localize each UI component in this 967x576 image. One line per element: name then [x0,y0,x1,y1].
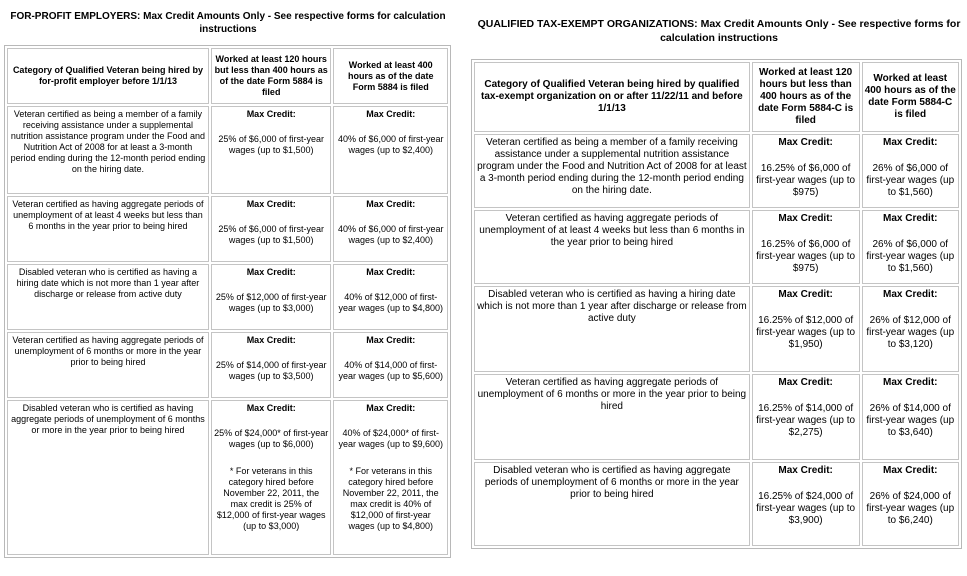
max-credit-label: Max Credit: [366,199,416,209]
category-cell: Disabled veteran who is certified as having aggregate periods of unemployment of 6 months or more in the year prior to being hired [7,400,209,555]
credit-cell [211,332,332,398]
table-row [474,374,959,460]
category-cell: Veteran certified as having aggregate periods of unemployment of 6 months or more in the year prior to being hired [7,332,209,398]
table-row [7,106,448,194]
credit-value: 40% of $6,000 of first-year wages (up to $2,400) [337,224,444,245]
max-credit-label: Max Credit: [778,289,833,300]
credit-cell [862,210,959,284]
header-400-hours: Worked at least 400 hours as of the date Form 5884 is filed [333,48,448,104]
header-120-hours: Worked at least 120 hours but less than 400 hours as of the date Form 5884-C is filed [752,62,860,132]
tax-exempt-heading: QUALIFIED TAX-EXEMPT ORGANIZATIONS: Max Credit Amounts Only - See respective forms for calculation instructions [477,18,961,44]
for-profit-table [4,45,451,558]
max-credit-label: Max Credit: [883,213,938,224]
max-credit-label: Max Credit: [246,109,296,119]
credit-cell [752,374,860,460]
category-cell: Veteran certified as being a member of a family receiving assistance under a supplemental nutrition assistance program under the Food and Nutrition Act of 2008 for at least a 3-month period ending during the 12-month period ending on the hiring date. [7,106,209,194]
credit-value: 25% of $12,000 of first-year wages (up to $3,000) [215,292,327,313]
table-row [474,286,959,372]
credit-cell [862,286,959,372]
category-cell: Disabled veteran who is certified as having a hiring date which is not more than 1 year after discharge or release from active duty [474,286,750,372]
category-cell: Veteran certified as having aggregate periods of unemployment of at least 4 weeks but less than 6 months in the year prior to being hired [7,196,209,262]
header-category: Category of Qualified Veteran being hired by qualified tax-exempt organization on or after 11/22/11 and before 1/1/13 [474,62,750,132]
credit-cell [333,106,448,194]
credit-value: 40% of $12,000 of first-year wages (up to $4,800) [338,292,444,313]
credit-cell [211,106,332,194]
credit-value: 16.25% of $6,000 of first-year wages (up to $975) [756,239,856,274]
max-credit-label: Max Credit: [246,199,296,209]
credit-cell [752,462,860,546]
max-credit-label: Max Credit: [778,137,833,148]
credit-cell [333,400,448,555]
max-credit-label: Max Credit: [366,403,416,413]
max-credit-label: Max Credit: [778,465,833,476]
table-row [7,400,448,555]
credit-cell [862,134,959,208]
credit-cell [862,374,959,460]
credit-value: 26% of $6,000 of first-year wages (up to $1,560) [866,163,955,198]
credit-cell [862,462,959,546]
credit-cell [333,332,448,398]
credit-value: 40% of $24,000* of first-year wages (up to $9,600) [338,428,444,449]
credit-cell [211,264,332,330]
category-cell: Veteran certified as being a member of a family receiving assistance under a supplemental nutrition assistance program under the Food and Nutrition Act of 2008 for at least a 3-month period ending during the 12-month period ending on the hiring date. [474,134,750,208]
for-profit-heading: FOR-PROFIT EMPLOYERS: Max Credit Amounts Only - See respective forms for calculation instructions [10,11,446,35]
max-credit-label: Max Credit: [778,377,833,388]
credit-value: 40% of $14,000 of first-year wages (up to $5,600) [338,360,444,381]
credit-value: 26% of $6,000 of first-year wages (up to $1,560) [866,239,955,274]
max-credit-label: Max Credit: [246,267,296,277]
credit-value: 16.25% of $14,000 of first-year wages (up to $2,275) [756,403,856,438]
max-credit-label: Max Credit: [883,289,938,300]
header-category: Category of Qualified Veteran being hired by for-profit employer before 1/1/13 [7,48,209,104]
credit-value: 16.25% of $6,000 of first-year wages (up to $975) [756,163,856,198]
credit-value: 25% of $14,000 of first-year wages (up to $3,500) [215,360,327,381]
max-credit-label: Max Credit: [246,403,296,413]
table-row [7,332,448,398]
max-credit-label: Max Credit: [883,465,938,476]
credit-cell [211,400,332,555]
tax-exempt-table [471,59,962,549]
credit-value: 16.25% of $12,000 of first-year wages (up to $1,950) [756,315,856,350]
credit-cell [211,196,332,262]
credit-value: 25% of $6,000 of first-year wages (up to $1,500) [218,224,324,245]
max-credit-label: Max Credit: [883,377,938,388]
max-credit-label: Max Credit: [366,335,416,345]
category-cell: Disabled veteran who is certified as having a hiring date which is not more than 1 year after discharge or release from active duty [7,264,209,330]
header-400-hours: Worked at least 400 hours as of the date Form 5884-C is filed [862,62,959,132]
max-credit-label: Max Credit: [246,335,296,345]
category-cell: Veteran certified as having aggregate periods of unemployment of at least 4 weeks but less than 6 months in the year prior to being hired [474,210,750,284]
max-credit-label: Max Credit: [883,137,938,148]
credit-cell [333,264,448,330]
credit-value: 40% of $6,000 of first-year wages (up to $2,400) [337,134,444,155]
credit-cell [333,196,448,262]
table-row [474,462,959,546]
credit-value: 25% of $24,000* of first-year wages (up to $6,000) [214,428,329,449]
credit-cell [752,210,860,284]
table-row [7,196,448,262]
credit-cell [752,134,860,208]
credit-value: 16.25% of $24,000 of first-year wages (up to $3,900) [756,491,856,526]
max-credit-label: Max Credit: [366,109,416,119]
table-row [474,210,959,284]
table-header-row [474,62,959,132]
credit-cell [752,286,860,372]
credit-value: 25% of $6,000 of first-year wages (up to $1,500) [218,134,324,155]
header-120-hours: Worked at least 120 hours but less than 400 hours as of the date Form 5884 is filed [211,48,332,104]
table-row [7,264,448,330]
table-row [474,134,959,208]
credit-value: 26% of $12,000 of first-year wages (up to $3,120) [866,315,955,350]
credit-value: 26% of $14,000 of first-year wages (up to $3,640) [866,403,955,438]
credit-value: 26% of $24,000 of first-year wages (up to $6,240) [866,491,955,526]
footnote: * For veterans in this category hired before November 22, 2011, the max credit is 40% of $12,000 of first-year wages (up to $4,800) [342,466,439,531]
max-credit-label: Max Credit: [778,213,833,224]
table-header-row [7,48,448,104]
footnote: * For veterans in this category hired before November 22, 2011, the max credit is 25% of $12,000 of first-year wages (up to $3,000) [216,466,326,531]
max-credit-label: Max Credit: [366,267,416,277]
category-cell: Veteran certified as having aggregate periods of unemployment of 6 months or more in the year prior to being hired [474,374,750,460]
category-cell: Disabled veteran who is certified as having aggregate periods of unemployment of 6 months or more in the year prior to being hired [474,462,750,546]
